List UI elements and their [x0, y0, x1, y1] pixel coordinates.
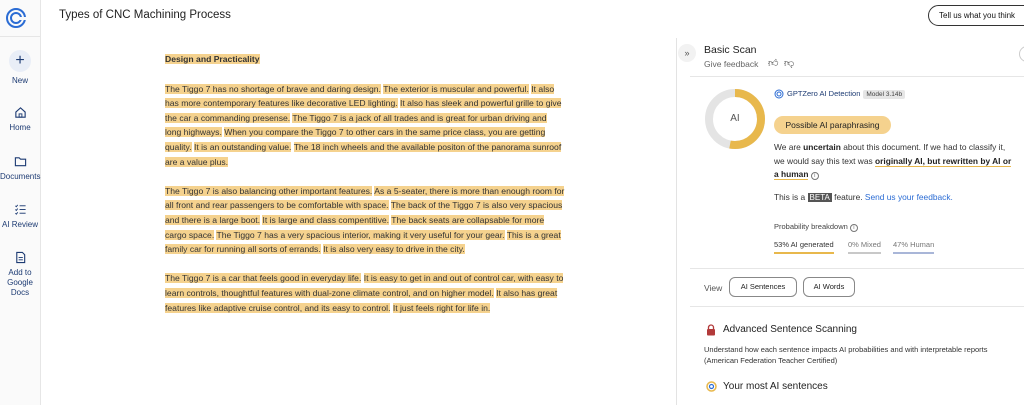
probability-human: 47% Human: [893, 240, 934, 254]
highlighted-sentence[interactable]: The Tiggo 7 has a very spacious interior, making it very useful for your gear.: [216, 229, 505, 240]
highlighted-sentence[interactable]: The 18 inch wheels and the available positon of the panorama sunroof are a value plus.: [165, 141, 562, 167]
sidebar-item-label: Home: [9, 123, 31, 132]
highlighted-sentence[interactable]: This is a great family car for running all sorts of errands.: [165, 229, 561, 255]
detector-name: GPTZero AI Detection: [787, 89, 861, 98]
info-icon[interactable]: i: [850, 224, 858, 232]
folder-icon: [14, 155, 27, 168]
highlighted-heading: Design and Practicality: [165, 54, 260, 64]
sidebar-item-new[interactable]: [0, 50, 40, 86]
home-icon: [14, 106, 27, 119]
text-segment: feature.: [831, 192, 865, 202]
text-segment: about this document. If we had to classify it, we would say this text was: [774, 142, 1006, 166]
gptzero-logo-icon[interactable]: [4, 6, 28, 30]
donut-label: AI: [730, 113, 740, 124]
probability-ai: 53% AI generated: [774, 240, 834, 254]
sidebar-item-documents[interactable]: [0, 155, 40, 182]
sidebar-item-label: Add to Google Docs: [7, 268, 33, 297]
sidebar-item-label: New: [11, 76, 28, 85]
paragraph-1: [165, 82, 565, 170]
highlighted-sentence[interactable]: As a 5-seater, there is more than enough room for all front and rear passengers to be comfortable with space.: [165, 185, 565, 211]
plus-icon: +: [9, 50, 31, 72]
feedback-button[interactable]: Tell us what you think: [928, 5, 1024, 26]
highlighted-sentence[interactable]: It also has great features like adaptive cruise control, and its easy to control.: [165, 287, 558, 313]
ai-words-button[interactable]: AI Words: [803, 277, 855, 297]
classification-text: [774, 141, 1014, 182]
highlighted-sentence[interactable]: The Tiggo 7 is a car that feels good in everyday life.: [165, 273, 362, 284]
highlighted-sentence[interactable]: The Tiggo 7 is a jack of all trades and is great for urban driving and long highways.: [165, 112, 547, 138]
uncertain-word: uncertain: [803, 142, 841, 152]
probability-mixed: 0% Mixed: [848, 240, 881, 254]
highlighted-sentence[interactable]: It is also very easy to drive in the city.: [323, 244, 465, 255]
most-ai-sentences-title: Your most AI sentences: [723, 381, 828, 392]
probability-title-text: Probability breakdown: [774, 222, 848, 231]
info-icon[interactable]: i: [811, 172, 819, 180]
thumbs-down-icon[interactable]: 👎︎: [784, 58, 795, 69]
detector-row: [774, 89, 905, 99]
lock-icon: [706, 324, 716, 336]
classification-highlight: originally AI, but rewritten by AI or a human: [774, 155, 1012, 179]
beta-badge: BETA: [809, 193, 830, 202]
probability-title: [774, 222, 858, 232]
google-docs-icon: [14, 251, 27, 264]
highlighted-sentence[interactable]: The exterior is muscular and powerful.: [383, 83, 529, 94]
highlighted-sentence[interactable]: It also has sleek and powerful grille to give the car a commanding presense.: [165, 98, 562, 123]
sidebar-item-ai-review[interactable]: [0, 203, 40, 230]
text-segment: We are: [774, 142, 804, 152]
highlighted-sentence[interactable]: It just feels right for life in.: [392, 302, 491, 313]
checklist-icon: [14, 203, 27, 216]
highlighted-sentence[interactable]: It is large and class compentitive.: [262, 214, 390, 225]
sidebar-item-home[interactable]: [0, 106, 40, 133]
ai-sentences-button[interactable]: AI Sentences: [729, 277, 797, 297]
highlighted-sentence[interactable]: It is an outstanding value.: [193, 141, 292, 152]
scan-title: Basic Scan: [704, 44, 757, 56]
scan-results-panel: [690, 38, 1024, 405]
advanced-scanning-title: Advanced Sentence Scanning: [723, 324, 857, 335]
panel-separator: [690, 76, 1024, 77]
section-heading: [165, 52, 565, 67]
highlighted-sentence[interactable]: It also has more contemporary features like decorative LED lighting.: [165, 83, 555, 109]
panel-separator: [690, 306, 1024, 307]
verdict-badge: Possible AI paraphrasing: [774, 116, 891, 134]
thumbs-up-icon[interactable]: 👍︎: [768, 58, 779, 69]
sidebar-item-label: Documents: [0, 172, 41, 181]
document-editor[interactable]: [165, 52, 565, 330]
highlighted-sentence[interactable]: When you compare the Tiggo 7 to other cars in the same price class, you are getting quality.: [165, 127, 546, 152]
highlighted-sentence[interactable]: The back seats are collapsable for more cargo space.: [165, 214, 545, 240]
highlighted-sentence[interactable]: It is easy to get in and out of control car, with easy to learn controls, thoughtful features with dual-zone climate control, and on higher model.: [165, 273, 564, 298]
sidebar-item-google-docs[interactable]: [0, 251, 40, 298]
sidebar-item-label: AI Review: [1, 220, 38, 229]
give-feedback-label: Give feedback: [704, 59, 759, 69]
text-segment: This is a: [774, 192, 808, 202]
advanced-scanning-description: Understand how each sentence impacts AI probabilities and with interpretable reports (American Federation Teacher Certified): [704, 345, 988, 365]
left-sidebar: [0, 0, 41, 405]
send-feedback-link[interactable]: Send us your feedback.: [864, 192, 953, 202]
highlighted-sentence[interactable]: The Tiggo 7 has no shortage of brave and daring design.: [165, 83, 381, 94]
highlighted-sentence[interactable]: The back of the Tiggo 7 is also very spacious and there is a large boot.: [165, 200, 563, 225]
sparkle-circle-icon: [706, 381, 717, 392]
gptzero-mini-icon: [774, 89, 784, 99]
beta-notice: [774, 192, 953, 202]
view-label: View: [704, 283, 723, 293]
panel-separator: [690, 268, 1024, 269]
sidebar-divider: [0, 36, 40, 37]
document-title[interactable]: Types of CNC Machining Process: [59, 9, 231, 21]
paragraph-2: [165, 184, 565, 257]
model-badge: Model 3.14b: [863, 90, 905, 99]
panel-divider: [676, 38, 677, 405]
chevron-right-icon: »: [684, 48, 690, 58]
paragraph-3: [165, 271, 565, 315]
highlighted-sentence[interactable]: The Tiggo 7 is also balancing other important features.: [165, 185, 373, 196]
panel-edge-button[interactable]: [1019, 46, 1024, 62]
